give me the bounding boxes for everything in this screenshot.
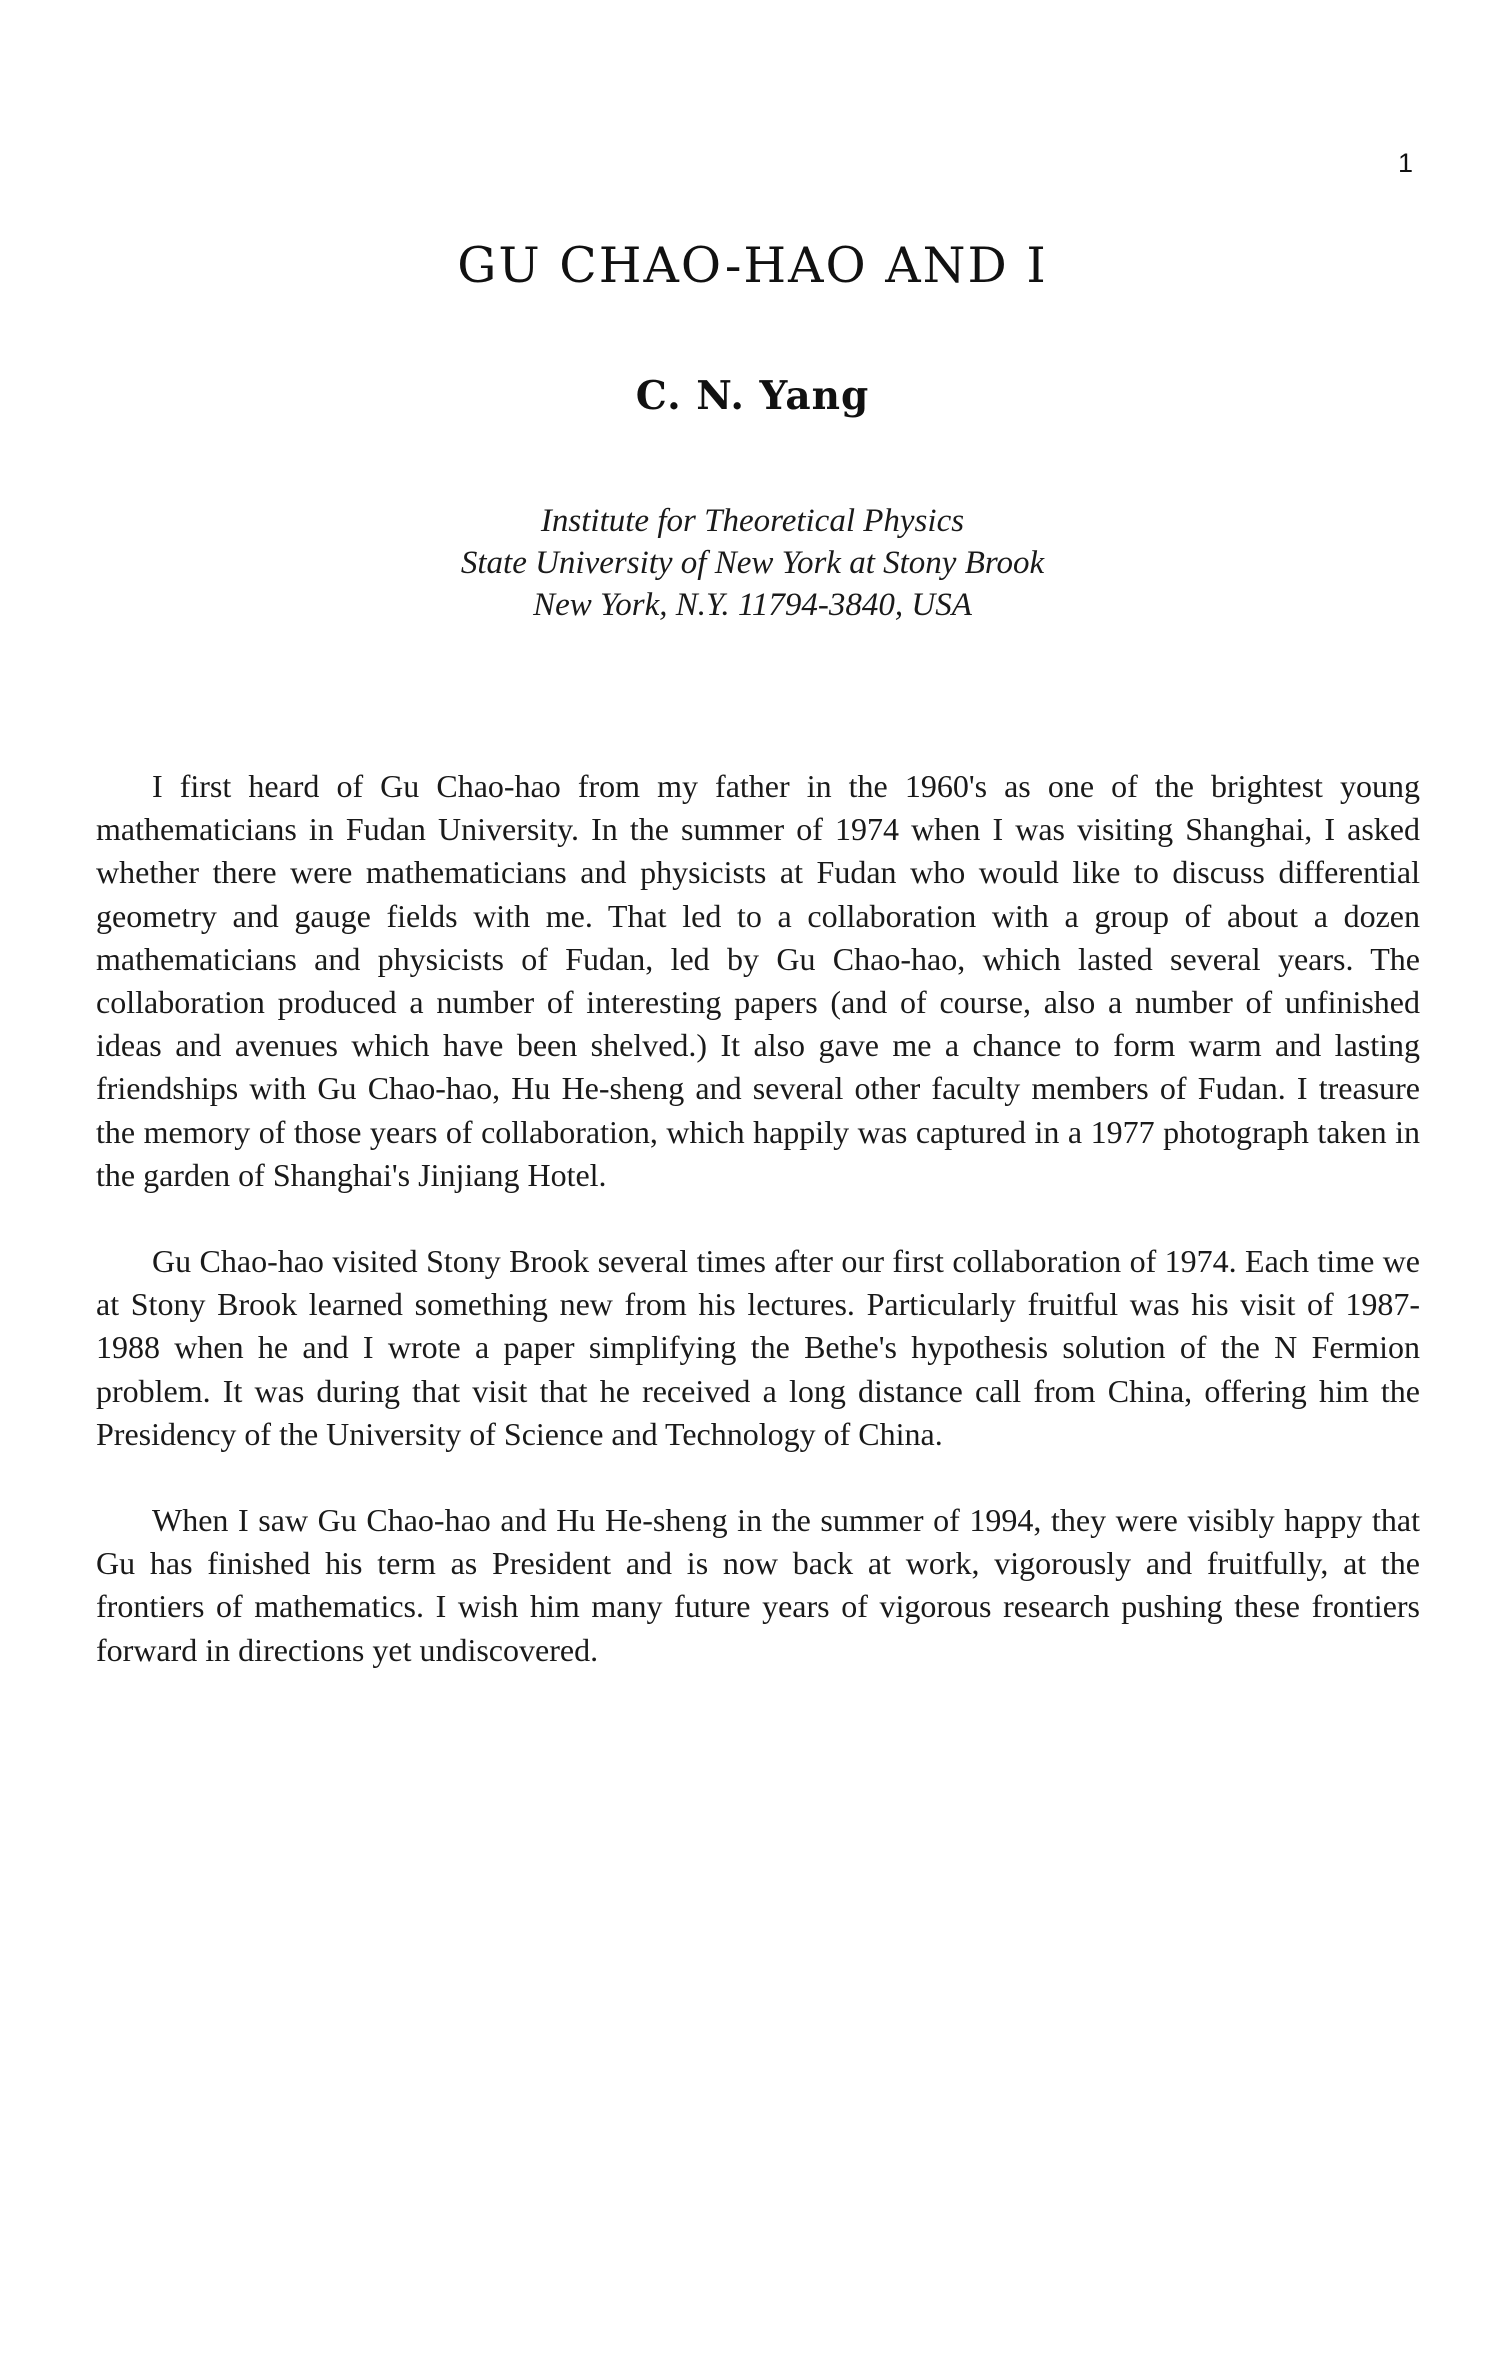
- page-number: 1: [1397, 148, 1413, 178]
- affiliation: [0, 500, 1505, 626]
- paragraph-3: When I saw Gu Chao-hao and Hu He-sheng in the summer of 1994, they were visibly happy that Gu has finished his term as President and is now back at work, vigorously and fruitfully, at the frontiers of mathematics. I wish him many future years of vigorous research pushing these frontiers forward in directions yet undiscovered.: [96, 1502, 1420, 1668]
- author-name: C. N. Yang: [635, 373, 870, 419]
- affiliation-line-address: New York, N.Y. 11794-3840, USA: [533, 587, 972, 623]
- body-text: [96, 765, 1420, 1715]
- page-title: GU CHAO-HAO AND I: [457, 237, 1048, 294]
- affiliation-line-institute: Institute for Theoretical Physics: [540, 503, 965, 539]
- affiliation-line-university: State University of New York at Stony Brook: [460, 545, 1045, 581]
- paragraph-2: Gu Chao-hao visited Stony Brook several times after our first collaboration of 1974. Each time we at Stony Brook learned something new from his lectures. Particularly fruitful was his visit of 1987-1988 when he and I wrote a paper simplifying the Bethe's hypothesis solution of the N Fermion problem. It was during that visit that he received a long distance call from China, offering him the Presidency of the University of Science and Technology of China.: [96, 1243, 1420, 1452]
- paragraph-1: I first heard of Gu Chao-hao from my father in the 1960's as one of the brightest young mathematicians in Fudan University. In the summer of 1974 when I was visiting Shanghai, I asked whether there were mathematicians and physicists at Fudan who would like to discuss differential geometry and gauge fields with me. That led to a collaboration with a group of about a dozen mathematicians and physicists of Fudan, led by Gu Chao-hao, which lasted several years. The collaboration produced a number of interesting papers (and of course, also a number of unfinished ideas and avenues which have been shelved.) It also gave me a chance to form warm and lasting friendships with Gu Chao-hao, Hu He-sheng and several other faculty members of Fudan. I treasure the memory of those years of collaboration, which happily was captured in a 1977 photograph taken in the garden of Shanghai's Jinjiang Hotel.: [96, 768, 1420, 1193]
